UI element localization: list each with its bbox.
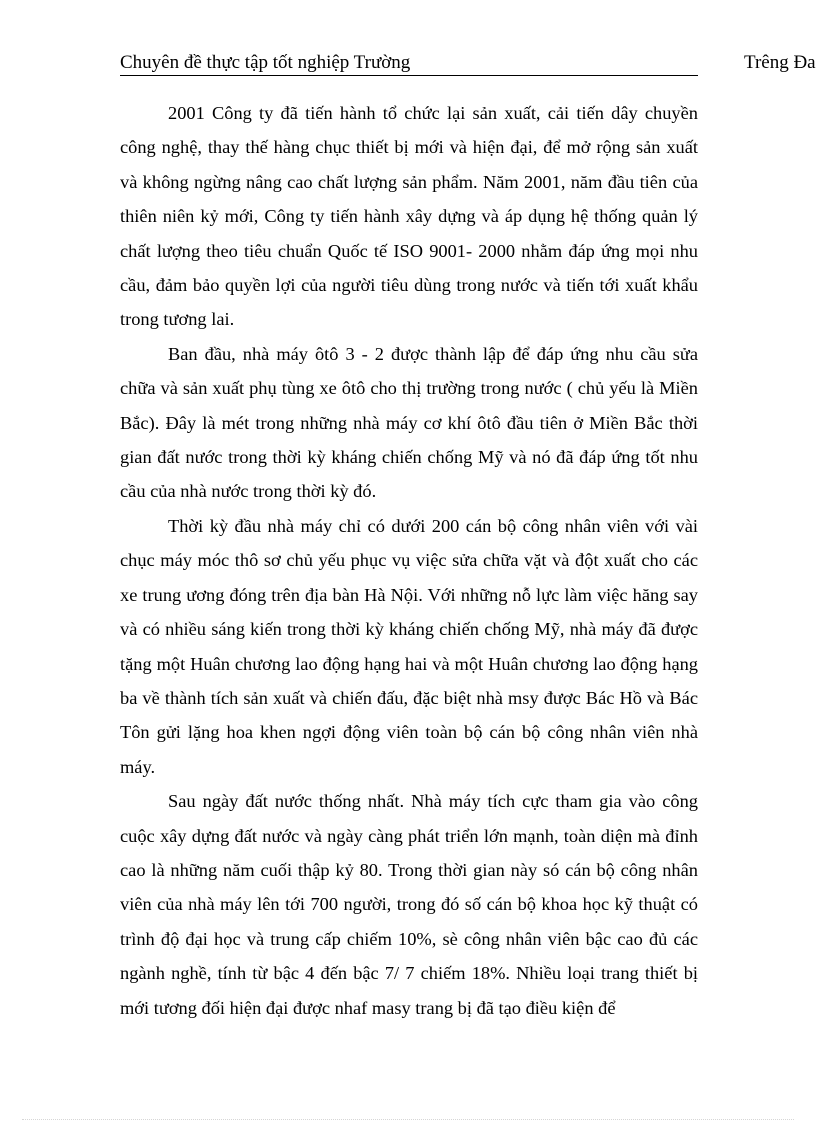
page-bottom-divider: [22, 1119, 794, 1120]
header-divider: [120, 75, 698, 76]
paragraph: Ban đầu, nhà máy ôtô 3 - 2 được thành lập để đáp ứng nhu cầu sửa chữa và sản xuất phụ tùng xe ôtô cho thị trường trong nước ( chủ yếu là Miền Bắc). Đây là mét trong những nhà máy cơ khí ôtô đầu tiên ở Miền Bắc thời gian đất nước trong thời kỳ kháng chiến chống Mỹ và nó đã đáp ứng tốt nhu cầu của nhà nước trong thời kỳ đó.: [120, 343, 698, 502]
paragraph: 2001 Công ty đã tiến hành tổ chức lại sản xuất, cải tiến dây chuyền công nghệ, thay thế hàng chục thiết bị mới và hiện đại, để mở rộng sản xuất và không ngừng nâng cao chất lượng sản phẩm. Năm 2001, năm đầu tiên của thiên niên kỷ mới, Công ty tiến hành xây dựng và áp dụng hệ thống quản lý chất lượng theo tiêu chuẩn Quốc tế ISO 9001- 2000 nhằm đáp ứng mọi nhu cầu, đảm bảo quyền lợi của người tiêu dùng trong nước và tiến tới xuất khẩu trong tương lai.: [120, 103, 698, 330]
paragraph: Sau ngày đất nước thống nhất. Nhà máy tích cực tham gia vào công cuộc xây dựng đất nước và ngày càng phát triển lớn mạnh, toàn diện mà đỉnh cao là những năm cuối thập kỷ 80. Trong thời gian này só cán bộ công nhân viên của nhà máy lên tới 700 người, trong đó số cán bộ khoa học kỹ thuật có trình độ đại học và trung cấp chiếm 10%, sè công nhân viên bậc cao đủ các ngành nghề, tính từ bậc 4 đến bậc 7/ 7 chiếm 18%. Nhiều loại trang thiết bị mới tương đối hiện đại được nhaf masy trang bị đã tạo điều kiện để: [120, 791, 698, 1018]
document-body: [120, 96, 698, 1025]
header-title: Chuyên đề thực tập tốt nghiệp Trường: [120, 52, 411, 73]
header-school: Trêng Đa: [744, 52, 816, 73]
paragraph: Thời kỳ đầu nhà máy chỉ có dưới 200 cán bộ công nhân viên với vài chục máy móc thô sơ chủ yếu phục vụ việc sửa chữa vặt và đột xuất cho các xe trung ương đóng trên địa bàn Hà Nội. Với những nỗ lực làm việc hăng say và có nhiều sáng kiến trong thời kỳ kháng chiến chống Mỹ, nhà máy đã được tặng một Huân chương lao động hạng hai và một Huân chương lao động hạng ba về thành tích sản xuất và chiến đấu, đặc biệt nhà msy được Bác Hồ và Bác Tôn gửi lặng hoa khen ngợi động viên toàn bộ cán bộ công nhân viên nhà máy.: [120, 515, 698, 777]
